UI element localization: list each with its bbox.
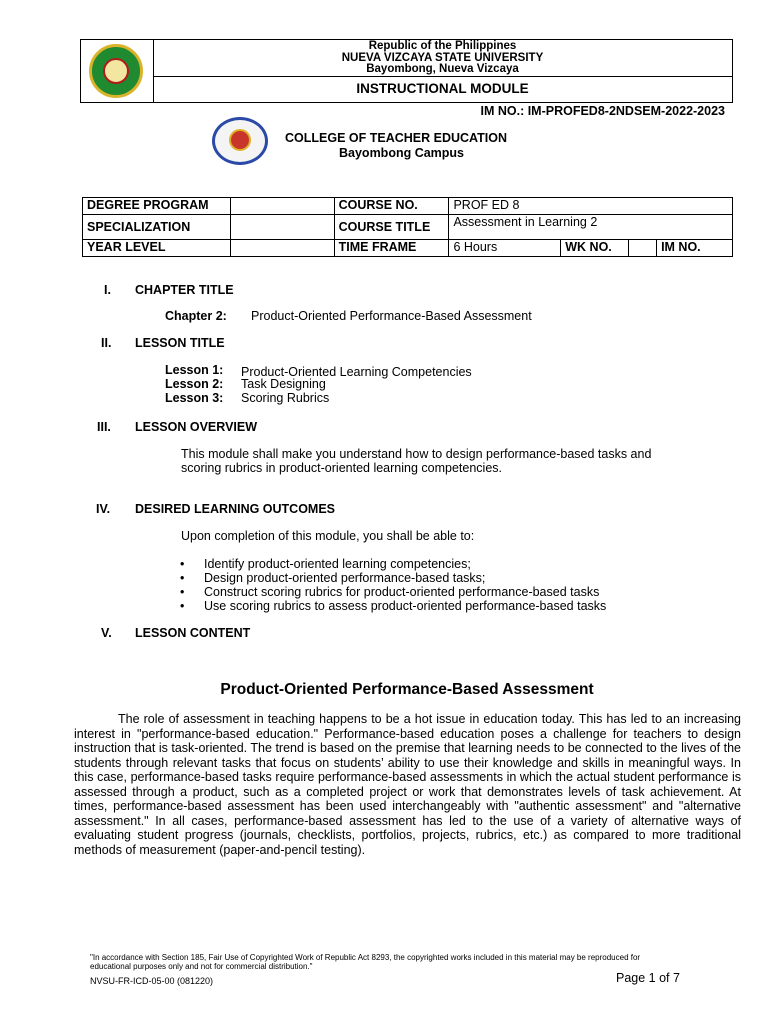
overview-line-2: scoring rubrics in product-oriented learning competencies. — [181, 461, 502, 475]
course-no-value: PROF ED 8 — [449, 198, 733, 215]
im-no-label: IM NO. — [657, 240, 733, 257]
year-level-label: YEAR LEVEL — [83, 240, 231, 257]
section-5-title: LESSON CONTENT — [135, 626, 251, 640]
section-4-title: DESIRED LEARNING OUTCOMES — [135, 502, 336, 516]
notice-line-2: educational purposes only and not for commercial distribution." — [90, 962, 313, 971]
republic-line: Republic of the Philippines — [368, 40, 517, 52]
module-title: INSTRUCTIONAL MODULE — [356, 81, 529, 96]
college-name: COLLEGE OF TEACHER EDUCATION — [285, 131, 507, 145]
specialization-label: SPECIALIZATION — [83, 215, 231, 240]
table-row — [83, 240, 733, 257]
course-no-label: COURSE NO. — [334, 198, 449, 215]
section-3-number: III. — [97, 420, 111, 434]
year-level-value — [230, 240, 334, 257]
list-item: • Design product-oriented performance-based tasks; — [204, 571, 485, 585]
section-1-number: I. — [104, 283, 111, 297]
section-1-title: CHAPTER TITLE — [135, 283, 234, 297]
course-title-value: Assessment in Learning 2 — [449, 215, 733, 240]
document-header — [80, 39, 733, 103]
page-number: Page 1 of 7 — [616, 971, 680, 985]
university-logo-cell — [81, 40, 154, 102]
course-title-label: COURSE TITLE — [334, 215, 449, 240]
paragraph-text: The role of assessment in teaching happens to be a hot issue in education today. This has led to an increasing interest in "performance-based education." Performance-based education poses a challenge for teachers to design instruction that is task-oriented. The trend is based on the premise that learning needs to be connected to the lives of the students through relevant tasks that focus on students’ ability to use their knowledge and skills in meaningful ways. In this case, performance-based tasks require performance-based assessments in which the actual student performance is assessed through a product, such as a completed project or work that demonstrates levels of task achievement. At times, performance-based assessment has been used interchangeably with "authentic assessment" and "alternative assessment." In all cases, performance-based assessment has led to the use of a variety of alternative ways of evaluating student progress (journals, checklists, portfolios, projects, rubrics, etc.) as compared to more traditional methods of measurement (paper-and-pencil testing). — [74, 712, 741, 857]
university-seal-icon — [89, 44, 143, 98]
form-code: NVSU-FR-ICD-05-00 (081220) — [90, 976, 214, 986]
college-campus: Bayombong Campus — [339, 146, 465, 160]
time-frame-label: TIME FRAME — [334, 240, 449, 257]
section-2-number: II. — [101, 336, 112, 350]
college-seal-icon — [212, 117, 268, 165]
university-name: NUEVA VIZCAYA STATE UNIVERSITY — [341, 51, 544, 64]
section-3-title: LESSON OVERVIEW — [135, 420, 258, 434]
lesson-2-label: Lesson 2: — [165, 377, 224, 391]
im-number: IM NO.: IM-PROFED8-2NDSEM-2022-2023 — [480, 104, 725, 118]
content-heading: Product-Oriented Performance-Based Assessment — [220, 681, 594, 698]
table-row — [83, 215, 733, 240]
list-item: • Use scoring rubrics to assess product-oriented performance-based tasks — [204, 599, 606, 613]
outcomes-intro: Upon completion of this module, you shall be able to: — [181, 529, 475, 543]
table-row — [83, 198, 733, 215]
degree-program-label: DEGREE PROGRAM — [83, 198, 231, 215]
chapter-label: Chapter 2: — [165, 309, 227, 323]
notice-line-1: "In accordance with Section 185, Fair Use of Copyrighted Work of Republic Act 8293, the copyrighted works included in this material may be reproduced for — [90, 953, 641, 962]
section-2-title: LESSON TITLE — [135, 336, 225, 350]
specialization-value — [230, 215, 334, 240]
lesson-2-title: Task Designing — [241, 377, 326, 391]
wk-no-label: WK NO. — [561, 240, 629, 257]
list-item: • Identify product-oriented learning competencies; — [204, 557, 471, 571]
degree-program-value — [230, 198, 334, 215]
chapter-title: Product-Oriented Performance-Based Assessment — [251, 309, 532, 323]
lesson-3-label: Lesson 3: — [165, 391, 224, 405]
university-location: Bayombong, Nueva Vizcaya — [366, 63, 519, 75]
section-4-number: IV. — [96, 502, 111, 516]
course-info-table — [82, 197, 733, 257]
section-5-number: V. — [101, 626, 112, 640]
copyright-notice — [90, 953, 740, 971]
lesson-1-label: Lesson 1: — [165, 363, 224, 377]
content-paragraph — [74, 712, 741, 857]
lesson-3-title: Scoring Rubrics — [241, 391, 330, 405]
wk-no-value — [629, 240, 657, 257]
overview-line-1: This module shall make you understand how to design performance-based tasks and — [181, 447, 652, 461]
time-frame-value: 6 Hours — [449, 240, 561, 257]
university-heading — [153, 40, 732, 77]
list-item: • Construct scoring rubrics for product-oriented performance-based tasks — [204, 585, 599, 599]
lesson-1-title: Product-Oriented Learning Competencies — [241, 365, 472, 379]
